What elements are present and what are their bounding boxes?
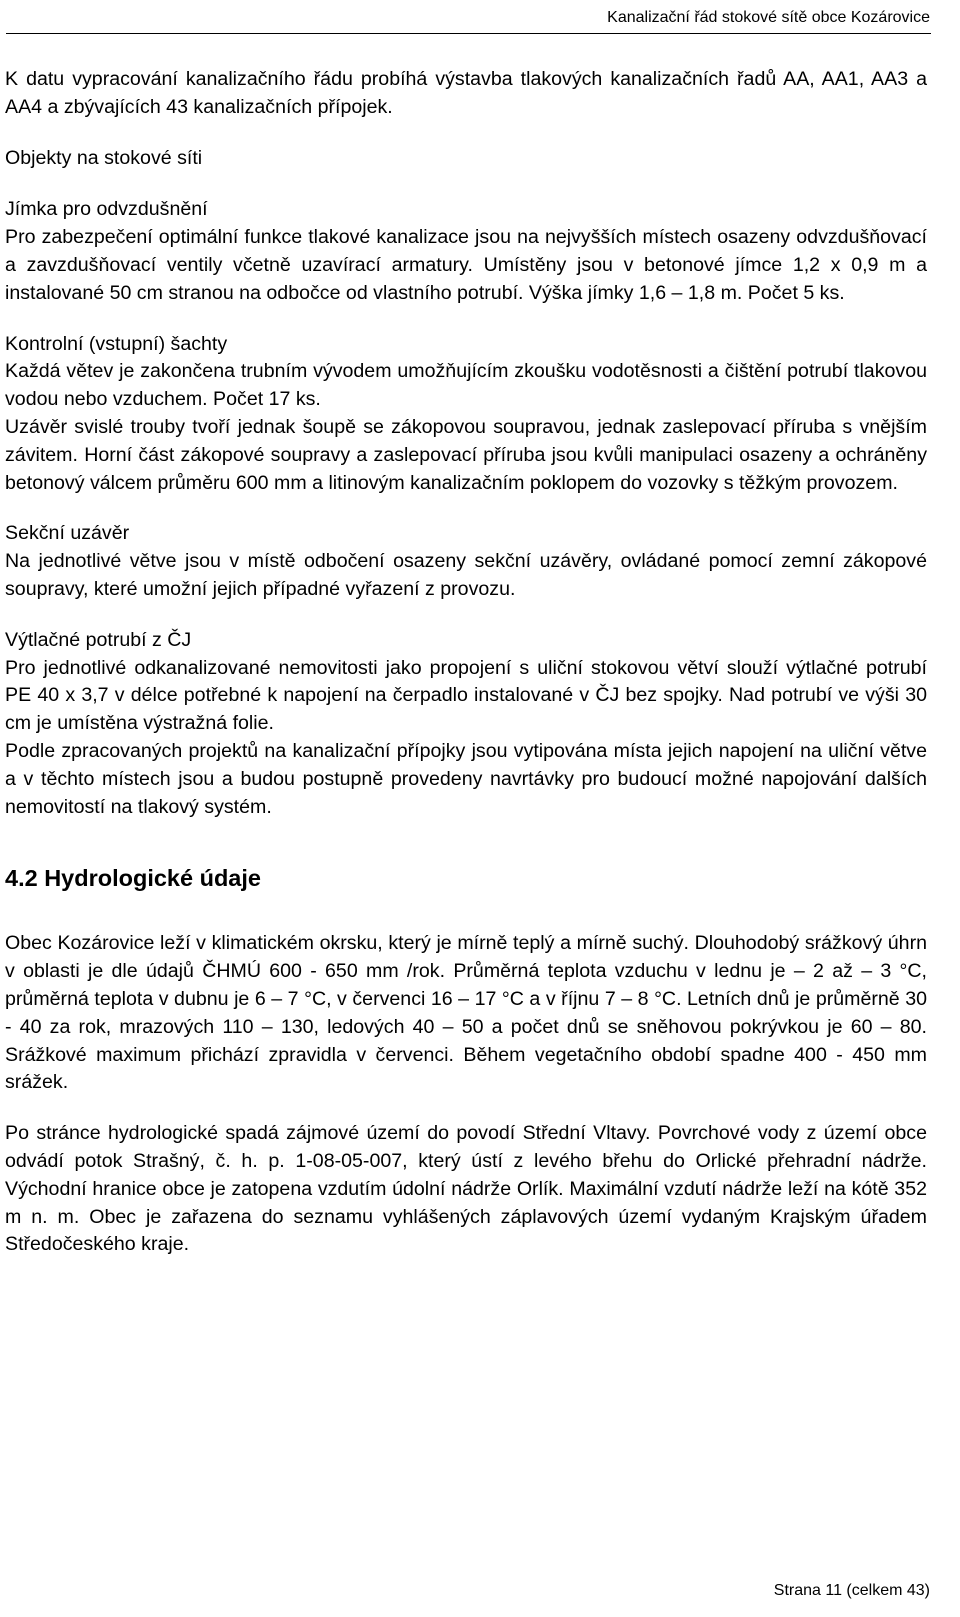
discharge-pipe-text-1: Pro jednotlivé odkanalizované nemovitosti jako propojení s uliční stokovou větví slouží výtlačné potrubí PE 40 x 3,7 v délce potřebné k napojení na čerpadlo instalované v ČJ bez spojky. Nad potrubí ve výši 30 cm je umístěna výstražná folie. xyxy=(5,656,927,735)
hydrology-paragraph-2: Po stránce hydrologické spadá zájmové území do povodí Střední Vltavy. Povrchové vody z území obce odvádí potok Strašný, č. h. p. 1-08-05-007, který ústí z levého břehu do Orlické přehradní nádrže. Východní hranice obce je zatopena vzdutím údolní nádrže Orlík. Maximální vzdutí nádrže leží na kótě 352 m n. m. Obec je zařazena do seznamu vyhlášených záplavových území vydaným Krajským úřadem Středočeského kraje. xyxy=(5,1122,927,1256)
control-shaft-title: Kontrolní (vstupní) šachty xyxy=(5,332,228,355)
vent-chamber-title: Jímka pro odvzdušnění xyxy=(5,198,208,221)
control-shaft-text-2: Uzávěr svislé trouby tvoří jednak šoupě se zákopovou soupravou, jednak zaslepovací příruba s vnějším závitem. Horní část zákopové soupravy a zaslepovací příruba jsou kvůli manipulaci osazeny a ochráněny betonový válcem průměru 600 mm a litinovým kanalizačním poklopem do vozovky s těžkým provozem. xyxy=(5,415,927,494)
header-rule xyxy=(6,33,931,34)
discharge-pipe-text-2: Podle zpracovaných projektů na kanalizační přípojky jsou vytipována místa jejich napojení na uliční větve a v těchto místech jsou a budou postupně provedeny navrtávky pro budoucí možné napojování dalších nemovitostí na tlakový systém. xyxy=(5,739,927,818)
section-valve-text: Na jednotlivé větve jsou v místě odbočení osazeny sekční uzávěry, ovládané pomocí zemní zákopové soupravy, které umožní jejich případné vyřazení z provozu. xyxy=(5,550,927,600)
objects-heading: Objekty na stokové síti xyxy=(5,146,203,169)
page-number: Strana 11 (celkem 43) xyxy=(773,1582,930,1599)
hydrology-paragraph-1: Obec Kozárovice leží v klimatickém okrsku, který je mírně teplý a mírně suchý. Dlouhodobý srážkový úhrn v oblasti je dle údajů ČHMÚ 600 - 650 mm /rok. Průměrná teplota vzduchu v lednu je – 2 až – 3 °C, průměrná teplota v dubnu je 6 – 7 °C, v červenci 16 – 17 °C a v říjnu 7 – 8 °C. Letních dnů je průměrně 30 - 40 za rok, mrazových 110 – 130, ledových 40 – 50 a počet dnů se sněhovou pokrývkou je 60 – 80. Srážkové maximum přichází zpravidla v červenci. Během vegetačního období spadne 400 - 450 mm srážek. xyxy=(5,932,927,1094)
hydrology-heading: 4.2 Hydrologické údaje xyxy=(5,865,261,892)
control-shaft-text-1: Každá větev je zakončena trubním vývodem umožňujícím zkoušku vodotěsnosti a čištění potrubí tlakovou vodou nebo vzduchem. Počet 17 ks. xyxy=(5,360,927,411)
section-valve-title: Sekční uzávěr xyxy=(5,522,130,545)
intro-paragraph: K datu vypracování kanalizačního řádu probíhá výstavba tlakových kanalizačních řadů AA, AA1, AA3 a AA4 a zbývajících 43 kanalizačních přípojek. xyxy=(5,68,927,118)
discharge-pipe-title: Výtlačné potrubí z ČJ xyxy=(5,628,192,651)
document-body xyxy=(5,66,927,1259)
vent-chamber-text: Pro zabezpečení optimální funkce tlakové kanalizace jsou na nejvyšších místech osazeny odvzdušňovací a zavzdušňovací ventily včetně uzavírací armatury. Umístěny jsou v betonové jímce 1,2 x 0,9 m a instalované 50 cm stranou na odbočce od vlastního potrubí. Výška jímky 1,6 – 1,8 m. Počet 5 ks. xyxy=(5,226,927,304)
page-header: Kanalizační řád stokové sítě obce Kozárovice xyxy=(607,9,930,26)
